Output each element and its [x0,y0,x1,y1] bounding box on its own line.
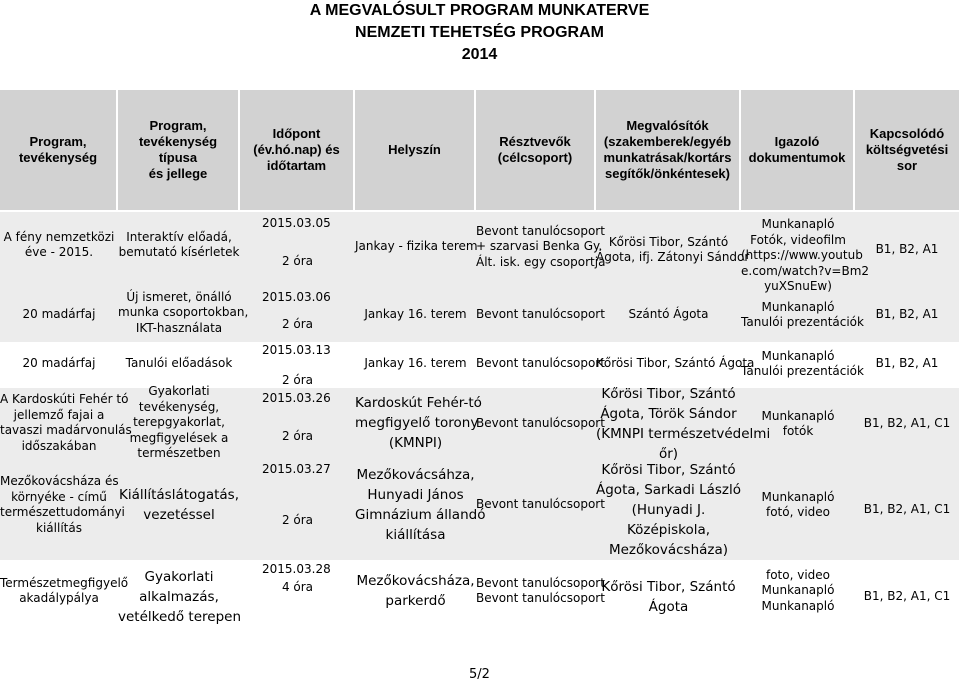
table-cell-docs [741,490,855,521]
cell-line: Új ismeret, önálló [126,289,232,304]
table-cell-duration: 2 óra [281,513,314,527]
cell-line: fotó, video [765,505,831,519]
table-cell-c2 [118,289,249,337]
cell-line: Ágota, ifj. Zátonyi Sándor [596,250,750,264]
cell-line: Hunyadi János [367,487,464,503]
table-cell-place [355,465,486,545]
table-cell-c1 [0,392,132,454]
table-cell-duration: 4 óra [281,580,314,594]
cell-line: Interaktív előadá, [126,229,232,244]
cell-line: Bevont tanulócsoport [476,416,605,431]
cell-line: Tanulói előadások [125,356,233,371]
cell-line: (https://www.youtub [741,248,863,263]
cell-line: kiállítás [36,520,82,535]
table-cell-date: 2015.03.13 [262,343,331,357]
table-cell-place [355,356,476,372]
table-cell-part [476,356,605,372]
header-place-text: Helyszín [388,142,441,157]
cell-line: Ágota, Török Sándor [600,406,737,422]
cell-line: (KMNPI) [388,435,443,451]
table-cell-docs [741,568,855,615]
cell-line: Mezőkovácsáhza, [356,467,475,483]
table-cell-c1 [0,307,118,323]
cell-line: bemutató kísérletek [118,245,240,259]
cell-line: Természetmegfigyelő [0,575,129,590]
cell-line: Bevont tanulócsoport [476,591,605,605]
table-cell-duration: 2 óra [281,429,314,443]
table-cell-duration: 2 óra [281,317,314,331]
table-cell-impl [596,307,741,323]
cell-line: Kiállításlátogatás, [118,487,240,503]
cell-line: megfigyelések a [129,430,229,445]
table-cell-cost: B1, B2, A1 [875,242,939,256]
cell-line: Gyakorlati [148,384,210,399]
cell-line: éve - 2015. [24,245,94,259]
cell-line: A Kardoskúti Fehér tó [0,392,129,406]
header-documents-text: Igazoló dokumentumok [748,134,846,165]
cell-line: Tanulói prezentációk [741,364,864,378]
cell-line: kiállítása [385,527,446,543]
table-cell-c1 [0,230,118,261]
table-cell-cost: B1, B2, A1 [875,307,939,321]
table-cell-c2 [118,230,240,261]
cell-line: Kőrösi Tibor, Szántó [601,386,736,402]
table-cell-c1 [0,575,129,607]
table-cell-part [476,307,605,323]
header-place [355,90,476,210]
table-cell-docs [741,409,855,440]
cell-line: Munkanapló [761,598,835,613]
cell-line: időszakában [21,438,97,453]
cell-line: Jankay 16. terem [364,356,467,371]
header-implementers [596,90,741,210]
cell-line: természettudományi [0,505,125,519]
header-budget [855,90,959,210]
table-cell-duration: 2 óra [281,373,314,387]
table-cell-c1 [0,356,118,372]
cell-line: IKT-használata [135,320,223,335]
cell-line: Munkanapló [761,583,835,598]
table-cell-cost: B1, B2, A1, C1 [863,589,951,603]
cell-line: Középiskola, [626,522,711,538]
cell-line: Kőrösi Tibor, Szántó [608,234,729,249]
table-cell-impl [596,577,741,617]
table-cell-place [355,393,482,453]
cell-line: Kőrösi Tibor, Szántó Ágota [596,356,755,371]
table-cell-c2 [118,384,240,462]
table-cell-date: 2015.03.26 [262,391,331,405]
cell-line: Bevont tanulócsoport [476,356,605,371]
header-participants [476,90,596,210]
cell-line: alkalmazás, [139,589,219,605]
cell-line: A fény nemzetközi [3,229,115,244]
cell-line: 20 madárfaj [22,307,96,322]
document-subtitle: NEMZETI TEHETSÉG PROGRAM [355,24,604,41]
cell-line: Mezőkovácsháza és [0,474,119,488]
table-cell-cost: B1, B2, A1, C1 [863,502,951,516]
cell-line: Kőrösi Tibor, Szántó [601,462,736,478]
table-cell-duration: 2 óra [281,254,314,268]
table-cell-part [476,416,605,432]
table-cell-cost: B1, B2, A1 [875,356,939,370]
table-cell-date: 2015.03.27 [262,462,331,476]
cell-line: yuXSnuEw) [764,279,832,294]
table-cell-date: 2015.03.06 [262,290,331,304]
cell-line: vetélkedő terepen [118,609,241,625]
header-documents [741,90,855,210]
cell-line: Mezőkovácsháza, [356,573,475,589]
cell-line: Bevont tanulócsoport [476,307,605,322]
header-type [118,90,240,210]
document-title: A MEGVALÓSULT PROGRAM MUNKATERVE [309,2,650,19]
cell-line: Jankay 16. terem [364,307,467,322]
cell-line: tavaszi madárvonulás [0,423,132,437]
table-cell-impl [596,460,741,560]
cell-line: jellemző fajai a [13,407,105,422]
cell-line: Munkanapló [761,489,835,504]
table-cell-c2 [118,356,240,372]
cell-line: Munkanapló [761,348,835,363]
table-cell-part [476,223,606,271]
table-cell-part [476,497,605,513]
table-cell-docs [741,217,870,295]
cell-line: Munkanapló [761,408,835,423]
cell-line: Bevont tanulócsoport [476,575,605,590]
header-date-text: Időpont (év.hó.nap) és időtartam [253,126,340,173]
cell-line: Fotók, videofilm [750,232,846,247]
table-cell-c1 [0,474,125,536]
cell-line: Munkanapló [761,217,835,232]
header-program [0,90,118,210]
table-cell-impl [596,234,750,266]
cell-line: 20 madárfaj [22,356,96,371]
header-program-text: Program, tevékenység [18,134,98,165]
cell-line: vezetéssel [143,507,215,523]
cell-line: Bevont tanulócsoport [476,497,605,512]
table-header [0,90,959,212]
cell-line: Jankay - fizika terem [355,239,478,254]
cell-line: Kardoskút Fehér-tó [355,395,482,411]
cell-line: Mezőkovácsháza) [608,542,729,558]
cell-line: (KMNPI természetvédelmi [596,426,771,442]
cell-line: Bevont tanulócsoport [476,223,605,238]
cell-line: Ágota, Sarkadi László [596,482,741,498]
cell-line: természetben [137,446,221,461]
cell-line: fotók [782,424,814,438]
cell-line: + szarvasi Benka Gy. [476,239,603,254]
cell-line: megfigyelő torony [355,415,479,431]
cell-line: Munkanapló [761,299,835,314]
header-type-text: Program, tevékenység típusa és jellege [138,118,218,181]
document-year: 2014 [461,46,498,63]
cell-line: környéke - című [11,489,107,504]
header-implementers-text: Megvalósítók (szakemberek/egyéb munkatrásak/kortárs segítők/önkéntesek) [603,118,732,181]
cell-line: Gimnázium állandó [355,507,486,523]
table-cell-impl [596,384,771,464]
table-cell-cost: B1, B2, A1, C1 [863,416,951,430]
cell-line: tevékenység, [138,399,220,414]
table-cell-docs [741,348,864,380]
cell-line: munka csoportokban, [118,305,249,320]
table-cell-docs [741,299,864,331]
table-cell-place [355,307,476,323]
cell-line: foto, video [765,567,831,582]
table-cell-date: 2015.03.28 [262,562,331,576]
table-cell-c2 [118,485,240,525]
header-participants-text: Résztvevők (célcsoport) [497,134,573,165]
cell-line: Tanulói prezentációk [741,315,864,329]
cell-line: Gyakorlati [144,569,214,585]
cell-line: e.com/watch?v=Bm2 [741,263,870,278]
cell-line: parkerdő [385,593,446,609]
cell-line: Ágota [648,599,689,615]
cell-line: Ált. isk. egy csoportja [476,254,606,269]
cell-line: őr) [658,446,679,462]
cell-line: (Hunyadi J. [631,502,706,518]
table-cell-date: 2015.03.05 [262,216,331,230]
table-cell-impl [596,356,755,372]
table-cell-part [476,575,605,607]
header-date [240,90,355,210]
table-cell-c2 [118,567,240,627]
table-cell-place [355,239,476,255]
table-cell-place [355,571,476,611]
cell-line: terepgyakorlat, [133,415,225,430]
cell-line: Kőrösi Tibor, Szántó [601,579,736,595]
page-number: 5/2 [469,667,490,682]
cell-line: Szántó Ágota [628,307,709,322]
header-budget-text: Kapcsolódó költségvetési sor [865,126,949,173]
cell-line: akadálypálya [19,591,99,605]
